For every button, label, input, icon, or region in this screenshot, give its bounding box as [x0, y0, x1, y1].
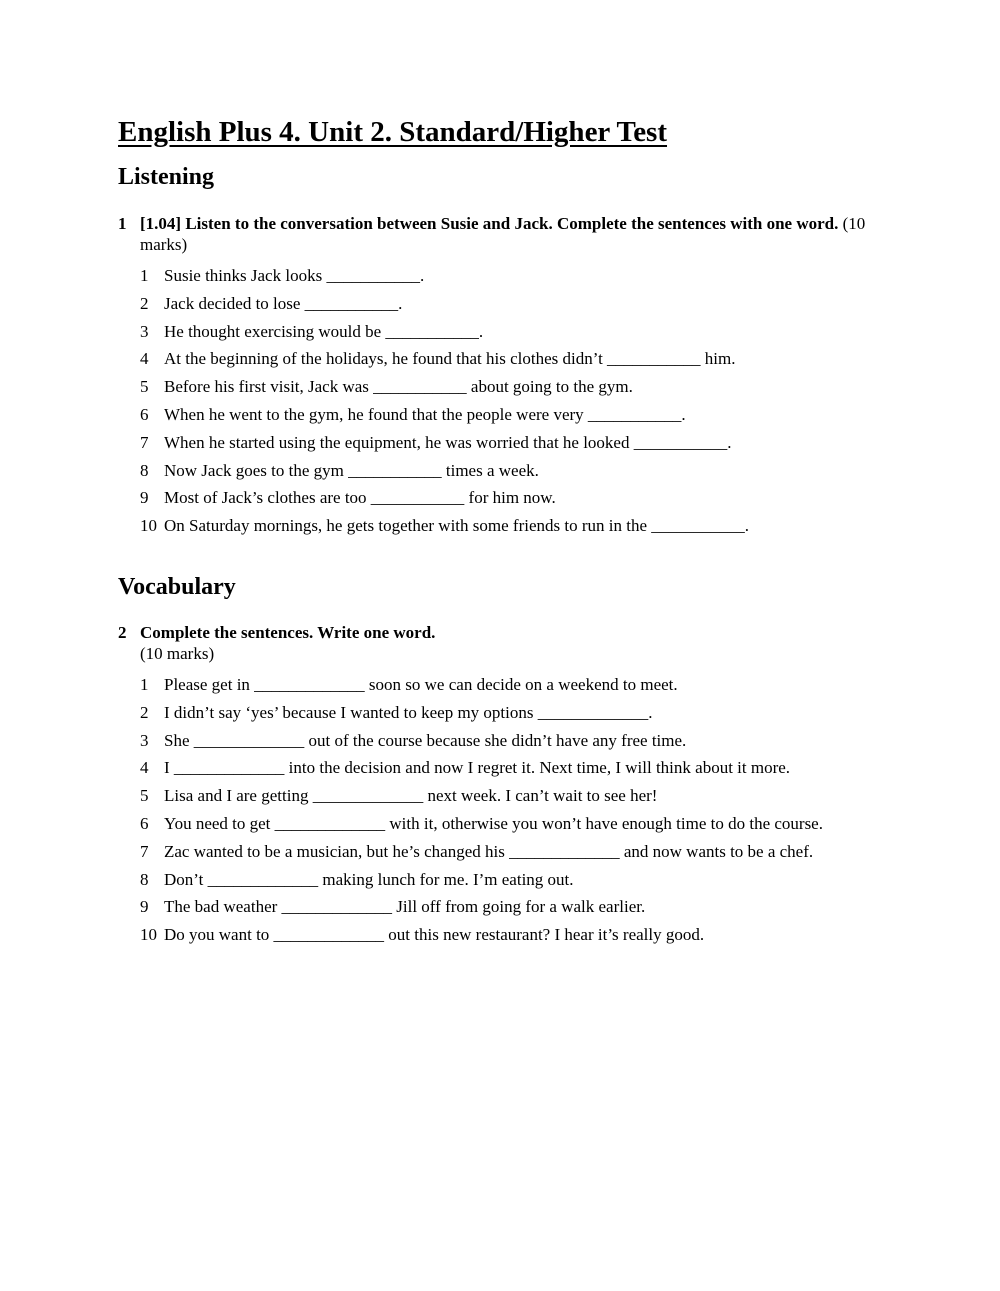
item-number: 9 — [140, 897, 149, 917]
item-text: Please get in _____________ soon so we can decide on a weekend to meet. — [164, 675, 678, 694]
marks-label: (10 marks) — [140, 644, 215, 663]
list-item — [140, 429, 880, 457]
item-text: When he started using the equipment, he was worried that he looked ___________. — [164, 432, 732, 452]
item-text: When he went to the gym, he found that the people were very ___________. — [164, 404, 686, 424]
list-item — [140, 318, 880, 346]
item-text: Jack decided to lose ___________. — [164, 293, 403, 313]
item-number: 9 — [140, 488, 149, 508]
listening-instruction — [118, 213, 878, 255]
item-number: 6 — [140, 404, 149, 424]
item-text: Don’t _____________ making lunch for me. I’m eating out. — [164, 869, 574, 889]
marks-label: (10 marks) — [140, 214, 866, 254]
item-number: 4 — [140, 349, 149, 369]
list-item — [140, 754, 880, 782]
item-number: 7 — [140, 841, 149, 861]
item-number: 1 — [140, 675, 149, 694]
item-text: You need to get _____________ with it, otherwise you won’t have enough time to do the course. — [164, 813, 823, 833]
list-item — [140, 512, 880, 540]
item-number: 10 — [140, 516, 157, 536]
vocabulary-heading: Vocabulary — [118, 574, 236, 600]
item-number: 8 — [140, 869, 149, 889]
item-number: 2 — [140, 293, 149, 313]
vocabulary-items — [140, 671, 880, 949]
item-number: 5 — [140, 377, 149, 397]
list-item — [140, 866, 880, 894]
listening-heading: Listening — [118, 164, 215, 190]
item-text: Susie thinks Jack looks ___________. — [164, 266, 425, 285]
item-number: 8 — [140, 460, 149, 480]
item-number: 4 — [140, 758, 149, 778]
listening-items — [140, 262, 880, 540]
item-text: Do you want to _____________ out this new restaurant? I hear it’s really good. — [164, 925, 705, 945]
item-number: 7 — [140, 432, 149, 452]
item-text: The bad weather _____________ Jill off from going for a walk earlier. — [164, 897, 646, 917]
item-number: 5 — [140, 786, 149, 806]
item-text: Before his first visit, Jack was ___________ about going to the gym. — [164, 377, 633, 397]
item-text: Most of Jack’s clothes are too ___________ for him now. — [164, 488, 556, 508]
item-text: Zac wanted to be a musician, but he’s changed his _____________ and now wants to be a chef. — [164, 841, 814, 861]
item-text: She _____________ out of the course because she didn’t have any free time. — [164, 730, 687, 750]
list-item — [140, 345, 880, 373]
item-number: 10 — [140, 925, 157, 945]
list-item — [140, 262, 880, 290]
item-text: I _____________ into the decision and now I regret it. Next time, I will think about it more. — [164, 758, 791, 778]
vocabulary-instruction — [118, 622, 878, 664]
list-item — [140, 921, 880, 949]
item-number: 1 — [140, 266, 149, 285]
list-item — [140, 671, 880, 699]
item-text: Lisa and I are getting _____________ next week. I can’t wait to see her! — [164, 786, 658, 806]
item-text: He thought exercising would be ___________. — [164, 321, 484, 341]
item-text: On Saturday mornings, he gets together with some friends to run in the ___________. — [164, 516, 749, 536]
list-item — [140, 457, 880, 485]
item-number: 3 — [140, 730, 149, 750]
list-item — [140, 290, 880, 318]
item-text: I didn’t say ‘yes’ because I wanted to keep my options _____________. — [164, 702, 653, 722]
task-number: 1 — [118, 214, 127, 233]
item-number: 3 — [140, 321, 149, 341]
item-number: 2 — [140, 702, 149, 722]
list-item — [140, 699, 880, 727]
list-item — [140, 810, 880, 838]
page-title: English Plus 4. Unit 2. Standard/Higher Test — [118, 116, 668, 148]
list-item — [140, 727, 880, 755]
instruction-text: Complete the sentences. Write one word. — [140, 623, 436, 642]
list-item — [140, 401, 880, 429]
item-text: Now Jack goes to the gym ___________ times a week. — [164, 460, 539, 480]
list-item — [140, 838, 880, 866]
list-item — [140, 782, 880, 810]
instruction-text: [1.04] Listen to the conversation between Susie and Jack. Complete the sentences with one word. — [140, 214, 839, 233]
item-text: At the beginning of the holidays, he found that his clothes didn’t ___________ him. — [164, 349, 736, 369]
list-item — [140, 484, 880, 512]
list-item — [140, 373, 880, 401]
item-number: 6 — [140, 813, 149, 833]
list-item — [140, 893, 880, 921]
task-number: 2 — [118, 623, 127, 642]
